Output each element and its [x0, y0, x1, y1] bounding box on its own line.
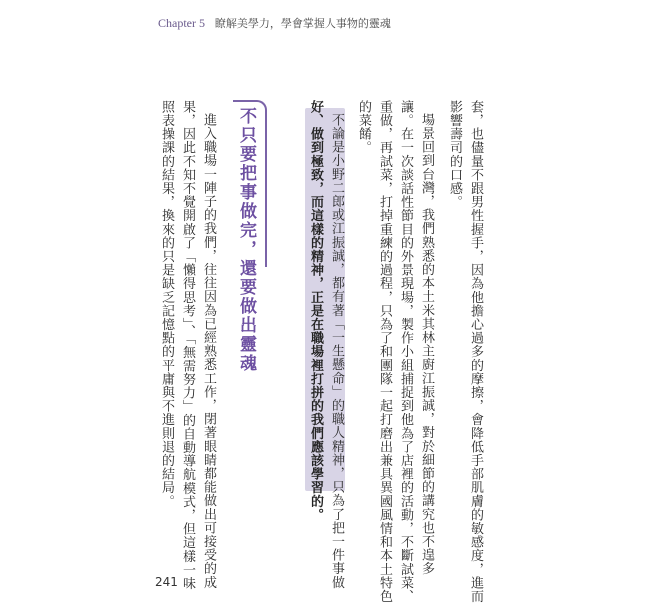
text-column: 重做，再試菜，打掉重練的過程，只為了和團隊一起打磨出兼具異國風情和本土特色 — [377, 100, 392, 604]
page-number: 241 — [155, 575, 178, 589]
running-header — [158, 15, 391, 31]
chapter-title: 瞭解美學力，學會掌握人事物的靈魂 — [214, 17, 391, 30]
text-column: 讓。在一次談話性節目的外景現場，製作小組捕捉到他為了店裡的活動，不斷試菜、 — [398, 100, 413, 604]
text-column: 果，因此不知不覺開啟了「懶得思考」、「無需努力」的自動導航模式，但這樣一味 — [180, 100, 195, 591]
text-column: 進入職場一陣子的我們，往往因為已經熟悉工作，閉著眼睛都能做出可接受的成 — [201, 113, 216, 589]
text-column: 照表操課的結果，換來的只是缺乏記憶點的平庸與不進則退的結局。 — [159, 100, 174, 508]
section-title: 不只要把事做完，還要做出靈魂 — [236, 107, 256, 373]
text-column: 不論是小野二郎或江振誠，都有著「一生懸命」的職人精神，只為了把一件事做 — [329, 113, 344, 589]
text-column: 場景回到台灣，我們熟悉的本土米其林主廚江振誠，對於細節的講究也不遑多 — [419, 113, 434, 576]
text-column: 影響壽司的口感。 — [447, 100, 462, 209]
text-column: 套，也儘量不跟男性握手，因為他擔心過多的摩擦，會降低手部肌膚的敏感度，進而 — [468, 100, 483, 604]
text-column: 的菜餚。 — [356, 100, 371, 155]
emphasis-column: 好、做到極致，而這樣的精神，正是在職場裡打拼的我們應該學習的。 — [308, 100, 323, 522]
chapter-label: Chapter 5 — [158, 16, 205, 30]
